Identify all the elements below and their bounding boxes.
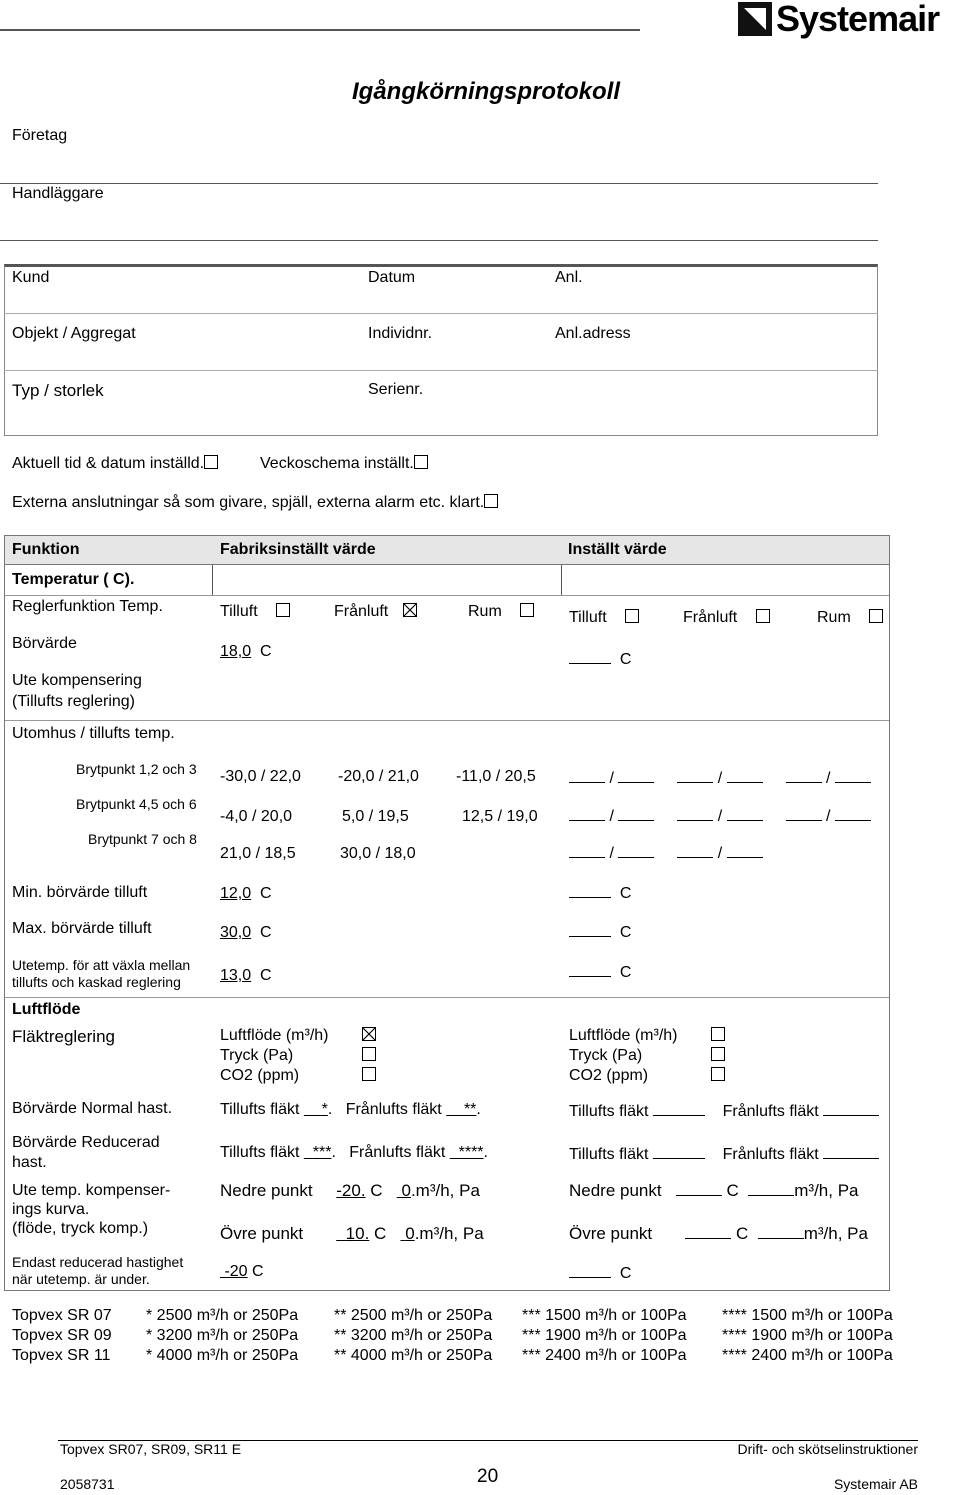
bp-input[interactable]: [727, 843, 763, 858]
unit-c: C: [735, 1224, 749, 1243]
external-checkbox[interactable]: [484, 494, 498, 508]
switch-factory: [220, 967, 272, 985]
model-c: *** 2400 m³/h or 100Pa: [522, 1347, 687, 1364]
row-divider: [5, 997, 889, 998]
unit-c: C: [619, 885, 632, 902]
slash: /: [717, 808, 723, 825]
reduced-supply-input[interactable]: [653, 1144, 705, 1159]
min-factory: [220, 885, 272, 903]
reduced-line1: Börvärde Reducerad: [12, 1134, 160, 1151]
reduced-supply-value: [304, 1144, 332, 1161]
normal-supply-value: [304, 1101, 328, 1118]
top-rule: [0, 29, 640, 31]
normal-factory: [220, 1101, 481, 1119]
normal-exhaust-value: [446, 1101, 476, 1118]
external-check-label: Externa anslutningar så som givare, spjäll, externa alarm etc. klart.: [12, 494, 485, 511]
switch-line1: Utetemp. för att växla mellan: [12, 957, 191, 973]
dot: .: [331, 1144, 336, 1161]
slash: /: [825, 770, 831, 787]
factory-co2-checkbox[interactable]: [362, 1067, 376, 1081]
factory-reg-options: [220, 603, 290, 621]
comp-line3: (flöde, tryck komp.): [12, 1220, 149, 1237]
col-function: Funktion: [12, 541, 80, 558]
external-check-row: [12, 494, 498, 512]
handler-line: [0, 240, 878, 241]
opt-co2-label: CO2 (ppm): [569, 1067, 649, 1084]
model-table: [12, 1306, 893, 1366]
normal-exhaust-mark: **: [463, 1101, 477, 1118]
normal-supply-input[interactable]: [653, 1101, 705, 1116]
set-reg-options: [817, 609, 883, 627]
week-check-row: [260, 455, 428, 473]
max-label: Max. börvärde tilluft: [12, 920, 152, 937]
slash: /: [609, 845, 614, 862]
slash: /: [609, 770, 614, 787]
bp-value: -4,0 / 20,0: [220, 808, 293, 825]
reduced-line2: hast.: [12, 1154, 47, 1171]
supply-fan-label: Tillufts fläkt: [569, 1146, 649, 1163]
form-header-bar: [5, 536, 889, 565]
only-red-line2: när utetemp. är under.: [12, 1271, 150, 1287]
upper-flow-input[interactable]: [758, 1224, 804, 1239]
flow-unit: .m³/h, Pa: [414, 1224, 484, 1243]
company-line: [0, 183, 878, 184]
handler-label: Handläggare: [12, 185, 104, 202]
supply-fan-label: Tillufts fläkt: [569, 1103, 649, 1120]
switch-set: [569, 962, 631, 982]
model-name: Topvex SR 09: [12, 1327, 112, 1344]
bp-row3: [220, 845, 416, 863]
max-factory: [220, 924, 272, 942]
footer-company: Systemair AB: [833, 1476, 918, 1492]
bp-set-row3: [569, 843, 763, 863]
factory-reg-options: [468, 603, 534, 621]
unit-c: C: [619, 651, 632, 668]
flow-heading: Luftflöde: [12, 1001, 81, 1018]
logo-text: Systemair: [776, 0, 940, 39]
set-co2-checkbox[interactable]: [711, 1067, 725, 1081]
unit-c: C: [726, 1181, 739, 1200]
set-pressure-checkbox[interactable]: [711, 1047, 725, 1061]
max-set: [569, 922, 631, 942]
lower-temp-value: -20.: [336, 1181, 366, 1200]
object-label: Objekt / Aggregat: [12, 325, 136, 342]
bp12-label: Brytpunkt 1,2 och 3: [76, 761, 197, 777]
bp-row2: [220, 808, 538, 826]
switch-value: 13,0: [220, 967, 252, 984]
unit-c: C: [260, 924, 272, 941]
set-reg-options: [683, 609, 770, 627]
reduced-factory: [220, 1144, 488, 1162]
outdoor-comp-line1: Ute kompensering: [12, 672, 142, 689]
model-name: Topvex SR 07: [12, 1307, 112, 1324]
upper-temp-input[interactable]: [685, 1224, 731, 1239]
normal-exhaust-input[interactable]: [823, 1101, 879, 1116]
reg-label: Reglerfunktion Temp.: [12, 598, 163, 615]
only-red-line1: Endast reducerad hastighet: [12, 1254, 184, 1270]
switch-line2: tillufts och kaskad reglering: [12, 974, 181, 990]
doc-title: Igångkörningsprotokoll: [352, 78, 620, 105]
opt-room-label: Rum: [468, 603, 502, 620]
exhaust-fan-label: Frånlufts fläkt: [349, 1144, 446, 1161]
model-a: * 3200 m³/h or 250Pa: [146, 1327, 299, 1344]
anl-label: Anl.: [555, 269, 583, 286]
normal-supply-mark: *: [321, 1101, 328, 1118]
set-flow-checkbox[interactable]: [711, 1027, 725, 1041]
opt-pressure-label: Tryck (Pa): [220, 1047, 294, 1064]
normal-label: Börvärde Normal hast.: [12, 1100, 173, 1117]
comp-line1: Ute temp. kompenser-: [12, 1182, 171, 1199]
slash: /: [717, 845, 723, 862]
opt-co2-label: CO2 (ppm): [220, 1067, 300, 1084]
opt-co2-row: [569, 1066, 725, 1086]
upper-set: [569, 1224, 868, 1244]
opt-exhaust-label: Frånluft: [683, 609, 738, 626]
model-c: *** 1500 m³/h or 100Pa: [522, 1307, 687, 1324]
opt-flow-label: Luftflöde (m³/h): [220, 1027, 329, 1044]
opt-co2-row: [220, 1066, 376, 1086]
bp-input[interactable]: [786, 806, 822, 821]
outdoor-comp-line2: (Tillufts reglering): [12, 693, 135, 710]
model-b: ** 2500 m³/h or 250Pa: [334, 1307, 493, 1324]
model-c: *** 1900 m³/h or 100Pa: [522, 1327, 687, 1344]
info-row-line: [4, 313, 878, 314]
min-set: [569, 883, 631, 903]
upper-flow-value: [401, 1224, 415, 1243]
upper-temp-value: [336, 1224, 369, 1243]
bp78-label: Brytpunkt 7 och 8: [88, 831, 197, 847]
setpoint-factory: [220, 643, 272, 661]
model-row: [12, 1306, 893, 1326]
bp-input[interactable]: [727, 768, 763, 783]
flow-unit: m³/h, Pa: [803, 1224, 868, 1243]
opt-exhaust-label: Frånluft: [334, 603, 389, 620]
unit-c: C: [619, 1265, 632, 1282]
check-x-icon: [403, 603, 417, 617]
individ-label: Individnr.: [368, 325, 433, 342]
unit-c: C: [260, 885, 272, 902]
only-red-input[interactable]: [569, 1263, 611, 1278]
form-frame: [4, 535, 890, 1291]
setpoint-input[interactable]: [569, 649, 611, 664]
max-input[interactable]: [569, 922, 611, 937]
check-x-icon: [362, 1027, 376, 1041]
reduced-label: [12, 1133, 160, 1173]
comp-line2: ings kurva.: [12, 1201, 90, 1218]
address-label: Anl.adress: [555, 325, 631, 342]
bp-input[interactable]: [677, 843, 713, 858]
company-label: Företag: [12, 127, 68, 144]
min-input[interactable]: [569, 883, 611, 898]
slash: /: [825, 808, 831, 825]
lower-flow-value: [397, 1181, 411, 1200]
unit-c: C: [252, 1263, 264, 1280]
only-red-factory: [220, 1263, 264, 1281]
exhaust-fan-label: Frånlufts fläkt: [722, 1103, 819, 1120]
bp-input[interactable]: [727, 806, 763, 821]
opt-flow-row: [220, 1026, 376, 1046]
col-factory: Fabriksinställt värde: [220, 541, 376, 558]
bp-input[interactable]: [569, 768, 605, 783]
upper-label: Övre punkt: [569, 1224, 653, 1243]
factory-pressure-checkbox[interactable]: [362, 1047, 376, 1061]
opt-supply-label: Tilluft: [220, 603, 258, 620]
flow-unit: .m³/h, Pa: [410, 1181, 480, 1200]
bp-input[interactable]: [835, 768, 871, 783]
fan-ctrl-label: Fläktreglering: [12, 1027, 115, 1046]
row-divider: [5, 595, 889, 596]
model-b: ** 4000 m³/h or 250Pa: [334, 1347, 493, 1364]
lower-set: [569, 1181, 859, 1201]
week-checkbox[interactable]: [414, 455, 428, 469]
footer-product: Topvex SR07, SR09, SR11 E: [60, 1441, 242, 1457]
reduced-supply-mark: ***: [312, 1144, 332, 1161]
reduced-exhaust-mark: ****: [458, 1144, 484, 1161]
exhaust-fan-label: Frånlufts fläkt: [722, 1146, 819, 1163]
bp-input[interactable]: [677, 768, 713, 783]
bp-set-row2: [569, 806, 871, 826]
unit-c: C: [260, 967, 272, 984]
customer-label: Kund: [12, 269, 50, 286]
model-row: [12, 1326, 893, 1346]
dot: .: [476, 1101, 481, 1118]
col-divider: [212, 565, 213, 595]
comp-label: [12, 1181, 170, 1238]
outdoor-comp-label: [12, 672, 142, 711]
unit-c: C: [260, 643, 272, 660]
setpoint-value: 18,0: [220, 643, 252, 660]
flow-unit: m³/h, Pa: [794, 1181, 859, 1200]
supply-fan-label: Tillufts fläkt: [220, 1101, 300, 1118]
bp-value: 5,0 / 19,5: [342, 808, 409, 825]
bp-input[interactable]: [618, 843, 654, 858]
exhaust-fan-label: Frånlufts fläkt: [345, 1101, 442, 1118]
reduced-set: [569, 1144, 879, 1164]
unit-c: C: [619, 964, 632, 981]
opt-flow-row: [569, 1026, 725, 1046]
slash: /: [717, 770, 723, 787]
logo-icon: [738, 2, 772, 36]
time-checkbox[interactable]: [204, 455, 218, 469]
upper-temp-mark: 10.: [345, 1224, 370, 1243]
time-check-row: [12, 455, 218, 473]
max-value: 30,0: [220, 924, 252, 941]
opt-flow-label: Luftflöde (m³/h): [569, 1027, 678, 1044]
temp-heading: Temperatur ( C).: [12, 571, 135, 588]
row-divider: [5, 720, 889, 721]
min-value: 12,0: [220, 885, 252, 902]
outdoor-temp-label: Utomhus / tillufts temp.: [12, 725, 175, 742]
col-set: Inställt värde: [568, 541, 667, 558]
lower-label: Nedre punkt: [569, 1181, 662, 1200]
set-room-checkbox[interactable]: [869, 609, 883, 623]
set-fan-opts: [569, 1026, 725, 1086]
only-red-set: [569, 1263, 631, 1283]
dot: .: [327, 1101, 333, 1118]
bp-set-row1: [569, 768, 871, 788]
factory-reg-options: [334, 603, 417, 621]
model-b: ** 3200 m³/h or 250Pa: [334, 1327, 493, 1344]
lower-temp-input[interactable]: [676, 1181, 722, 1196]
model-a: * 2500 m³/h or 250Pa: [146, 1307, 299, 1324]
model-d: **** 2400 m³/h or 100Pa: [722, 1347, 893, 1364]
bp-value: -20,0 / 21,0: [338, 768, 419, 785]
set-reg-options: [569, 609, 639, 627]
unit-c: C: [374, 1224, 387, 1243]
bp-value: 21,0 / 18,5: [220, 845, 296, 862]
bp45-label: Brytpunkt 4,5 och 6: [76, 796, 197, 812]
model-name: Topvex SR 11: [12, 1347, 111, 1364]
lower-factory: [220, 1181, 480, 1201]
bp-row1: [220, 768, 536, 786]
model-d: **** 1500 m³/h or 100Pa: [722, 1307, 893, 1324]
col-divider: [561, 565, 562, 595]
bp-input[interactable]: [786, 768, 822, 783]
unit-c: C: [370, 1181, 383, 1200]
min-label: Min. börvärde tilluft: [12, 884, 148, 901]
serial-label: Serienr.: [368, 381, 424, 398]
upper-label: Övre punkt: [220, 1224, 304, 1243]
switch-input[interactable]: [569, 962, 611, 977]
bp-input[interactable]: [618, 768, 654, 783]
lower-flow-mark: 0: [401, 1181, 411, 1200]
set-supply-checkbox[interactable]: [625, 609, 639, 623]
footer-docnr: 2058731: [60, 1476, 115, 1492]
factory-room-checkbox[interactable]: [520, 603, 534, 617]
reduced-exhaust-value: [450, 1144, 484, 1161]
only-red-label: [12, 1254, 183, 1288]
only-red-value: [220, 1263, 248, 1280]
opt-pressure-label: Tryck (Pa): [569, 1047, 643, 1064]
info-row-line: [4, 370, 878, 371]
opt-room-label: Rum: [817, 609, 851, 626]
time-check-label: Aktuell tid & datum inställd.: [12, 455, 205, 472]
supply-fan-label: Tillufts fläkt: [220, 1144, 300, 1161]
factory-fan-opts: [220, 1026, 376, 1086]
opt-pressure-row: [220, 1046, 376, 1066]
bp-value: 30,0 / 18,0: [340, 845, 416, 862]
dot: .: [483, 1144, 488, 1161]
lower-flow-input[interactable]: [748, 1181, 794, 1196]
bp-value: 12,5 / 19,0: [462, 808, 538, 825]
setpoint-label: Börvärde: [12, 635, 77, 652]
model-d: **** 1900 m³/h or 100Pa: [722, 1327, 893, 1344]
bp-input[interactable]: [569, 806, 605, 821]
only-red-mark: -20: [224, 1263, 248, 1280]
bp-input[interactable]: [835, 806, 871, 821]
set-exhaust-checkbox[interactable]: [756, 609, 770, 623]
model-a: * 4000 m³/h or 250Pa: [146, 1347, 299, 1364]
footer-manual: Drift- och skötselinstruktioner: [737, 1441, 918, 1457]
factory-flow-checkbox-checked[interactable]: [362, 1027, 376, 1041]
factory-supply-checkbox[interactable]: [276, 603, 290, 617]
lower-label: Nedre punkt: [220, 1181, 313, 1200]
opt-supply-label: Tilluft: [569, 609, 607, 626]
slash: /: [609, 808, 614, 825]
upper-flow-mark: 0: [405, 1224, 415, 1243]
bp-input[interactable]: [569, 843, 605, 858]
switch-label: [12, 957, 190, 990]
info-box: [4, 264, 878, 436]
unit-c: C: [619, 924, 632, 941]
upper-factory: [220, 1224, 484, 1244]
bp-input[interactable]: [677, 806, 713, 821]
footer-page: 20: [477, 1466, 499, 1487]
week-check-label: Veckoschema inställt.: [260, 455, 414, 472]
factory-exhaust-checkbox-checked[interactable]: [403, 603, 417, 617]
reduced-exhaust-input[interactable]: [823, 1144, 879, 1159]
bp-value: -11,0 / 20,5: [456, 768, 536, 785]
model-row: [12, 1346, 893, 1366]
bp-value: -30,0 / 22,0: [220, 768, 301, 785]
bp-input[interactable]: [618, 806, 654, 821]
type-label: Typ / storlek: [12, 381, 104, 400]
date-label: Datum: [368, 269, 416, 286]
normal-set: [569, 1101, 879, 1121]
opt-pressure-row: [569, 1046, 725, 1066]
setpoint-set: [569, 649, 631, 669]
